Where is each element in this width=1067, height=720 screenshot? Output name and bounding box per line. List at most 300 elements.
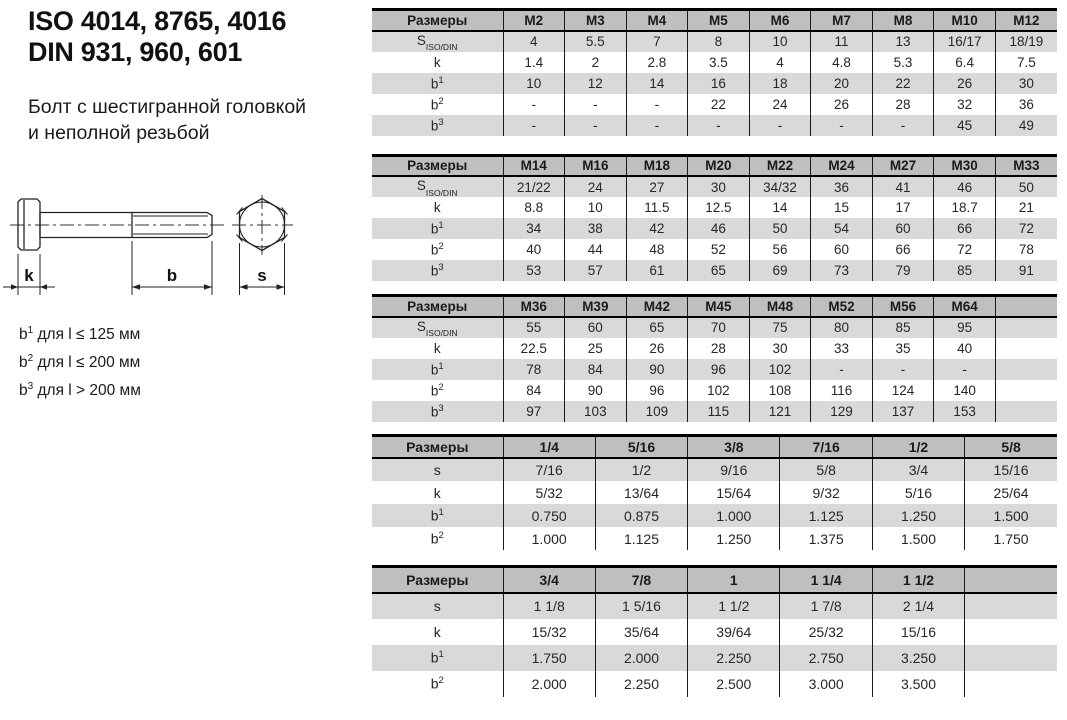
- column-header: 3/8: [688, 435, 780, 458]
- column-header: M52: [811, 296, 873, 317]
- table-cell: 10: [565, 197, 627, 218]
- table-cell: 24: [749, 94, 811, 115]
- table-cell: 18.7: [934, 197, 996, 218]
- row-label: k: [433, 200, 441, 215]
- row-label: $b^2$: [430, 530, 444, 547]
- dimension-table: [372, 565, 1057, 697]
- note-b3-sup: 3: [27, 381, 34, 393]
- empty-cell: [995, 317, 1057, 338]
- table-cell: 115: [688, 401, 750, 422]
- table-cell: 27: [626, 176, 688, 197]
- table-header-row: [372, 567, 1057, 593]
- table-cell: 50: [749, 218, 811, 239]
- table-cell: 36: [995, 94, 1057, 115]
- table-cell: 9/16: [688, 458, 780, 481]
- table-cell: 46: [688, 218, 750, 239]
- column-header: 1 1/2: [872, 567, 964, 593]
- bolt-drawing: [0, 183, 360, 318]
- table-cell: 41: [872, 176, 934, 197]
- table-cell: 3.5: [688, 52, 750, 73]
- table-cell: -: [503, 94, 565, 115]
- note-b3: [19, 375, 141, 403]
- table-metric-m36-m64: [372, 294, 1057, 422]
- table-cell: 78: [503, 359, 565, 380]
- table-cell: 61: [626, 260, 688, 281]
- column-header: M30: [934, 155, 996, 176]
- table-cell: 2.000: [503, 671, 595, 697]
- row-label: $b^1$: [430, 74, 444, 92]
- table-cell: 124: [872, 380, 934, 401]
- empty-cell: [965, 671, 1057, 697]
- table-cell: 12: [565, 73, 627, 94]
- table-cell: 34/32: [749, 176, 811, 197]
- table-cell: 85: [934, 260, 996, 281]
- dim-label-s: s: [257, 266, 267, 285]
- table-row: [372, 504, 1057, 527]
- column-header: M42: [626, 296, 688, 317]
- row-label: s: [433, 598, 441, 614]
- column-header: 7/16: [780, 435, 872, 458]
- doc-title: [28, 6, 286, 68]
- title-din: DIN 931, 960, 601: [28, 37, 243, 67]
- table-row: [372, 94, 1057, 115]
- note-b3-symbol: b: [19, 382, 28, 400]
- left-panel: [0, 0, 370, 720]
- table-cell: 1 7/8: [780, 593, 872, 619]
- table-cell: 2.8: [626, 52, 688, 73]
- row-label: $b^2$: [430, 241, 444, 258]
- empty-cell: [965, 619, 1057, 645]
- table-cell: 1.125: [595, 527, 687, 550]
- row-label: s: [433, 462, 441, 478]
- subtitle-line-1: Болт с шестигранной головкой: [28, 96, 307, 118]
- subtitle-line-2: и неполной резьбой: [28, 122, 210, 144]
- table-cell: 65: [688, 260, 750, 281]
- column-header: 1/4: [503, 435, 595, 458]
- table-cell: 15/16: [872, 619, 964, 645]
- table-cell: 56: [749, 239, 811, 260]
- empty-cell: [995, 380, 1057, 401]
- table-cell: 60: [872, 218, 934, 239]
- column-header: 3/4: [503, 567, 595, 593]
- note-b2: [19, 347, 141, 375]
- table-cell: 36: [811, 176, 873, 197]
- table-cell: 85: [872, 317, 934, 338]
- table-cell: 28: [872, 94, 934, 115]
- row-label: k: [433, 54, 441, 70]
- column-header: 1: [688, 567, 780, 593]
- table-cell: 22: [872, 73, 934, 94]
- column-header: M4: [626, 10, 688, 31]
- table-cell: -: [626, 94, 688, 115]
- table-cell: 18/19: [995, 31, 1057, 52]
- note-b2-condition: для l ≤ 200 мм: [33, 354, 141, 372]
- table-cell: 14: [626, 73, 688, 94]
- table-cell: 30: [749, 338, 811, 359]
- dimension-table: [372, 434, 1057, 551]
- column-header: M39: [565, 296, 627, 317]
- row-label: $b^2$: [430, 675, 444, 692]
- column-header: M5: [688, 10, 750, 31]
- bolt-drawing-svg: [0, 183, 360, 318]
- table-row: [372, 481, 1057, 504]
- table-cell: 80: [811, 317, 873, 338]
- table-cell: 16/17: [934, 31, 996, 52]
- table-cell: 137: [872, 401, 934, 422]
- table-header-row: [372, 435, 1057, 458]
- table-row: [372, 52, 1057, 73]
- table-cell: 15/32: [503, 619, 595, 645]
- column-header: M48: [749, 296, 811, 317]
- note-b1: [19, 319, 141, 347]
- table-row: [372, 176, 1057, 197]
- doc-subtitle: [28, 94, 306, 146]
- table-cell: 25/64: [965, 481, 1057, 504]
- table-cell: 22: [688, 94, 750, 115]
- dim-label-b: b: [166, 266, 178, 285]
- table-row: [372, 218, 1057, 239]
- table-cell: 97: [503, 401, 565, 422]
- table-cell: 30: [688, 176, 750, 197]
- table-cell: 53: [503, 260, 565, 281]
- table-cell: 26: [934, 73, 996, 94]
- table-cell: 21: [995, 197, 1057, 218]
- table-metric-m2-m12: [372, 8, 1057, 136]
- table-cell: -: [565, 115, 627, 136]
- table-cell: 8: [688, 31, 750, 52]
- table-cell: 22.5: [503, 338, 565, 359]
- table-cell: 140: [934, 380, 996, 401]
- table-cell: 52: [688, 239, 750, 260]
- table-inch-threequarter-to-oneandhalf: [372, 565, 1057, 697]
- table-cell: 25: [565, 338, 627, 359]
- table-cell: 2 1/4: [872, 593, 964, 619]
- table-cell: 10: [503, 73, 565, 94]
- column-header: 7/8: [595, 567, 687, 593]
- table-cell: 33: [811, 338, 873, 359]
- table-cell: 2.250: [688, 645, 780, 671]
- table-cell: 0.875: [595, 504, 687, 527]
- table-cell: 84: [565, 359, 627, 380]
- table-cell: -: [626, 115, 688, 136]
- table-cell: 2: [565, 52, 627, 73]
- table-cell: 28: [688, 338, 750, 359]
- table-cell: 69: [749, 260, 811, 281]
- dimension-table: [372, 8, 1057, 136]
- table-row: [372, 31, 1057, 52]
- table-cell: 54: [811, 218, 873, 239]
- table-cell: 55: [503, 317, 565, 338]
- table-cell: 116: [811, 380, 873, 401]
- row-label: $S_{ISO/DIN}$: [416, 318, 458, 339]
- column-header: 1/2: [872, 435, 964, 458]
- table-cell: 84: [503, 380, 565, 401]
- table-cell: 1.750: [965, 527, 1057, 550]
- table-cell: 75: [749, 317, 811, 338]
- table-cell: -: [872, 359, 934, 380]
- table-cell: 13: [872, 31, 934, 52]
- table-cell: 15: [811, 197, 873, 218]
- table-row: [372, 671, 1057, 697]
- column-header: M27: [872, 155, 934, 176]
- table-cell: 40: [503, 239, 565, 260]
- note-b1-condition: для l ≤ 125 мм: [33, 326, 141, 344]
- empty-cell: [995, 401, 1057, 422]
- table-cell: 10: [749, 31, 811, 52]
- table-cell: 20: [811, 73, 873, 94]
- table-cell: 5.3: [872, 52, 934, 73]
- table-cell: 11.5: [626, 197, 688, 218]
- table-cell: 17: [872, 197, 934, 218]
- table-cell: 60: [811, 239, 873, 260]
- table-cell: 129: [811, 401, 873, 422]
- table-cell: 96: [688, 359, 750, 380]
- note-b2-sup: 2: [27, 353, 34, 365]
- table-cell: 21/22: [503, 176, 565, 197]
- table-cell: 109: [626, 401, 688, 422]
- table-cell: 57: [565, 260, 627, 281]
- table-corner-label: Размеры: [372, 435, 503, 458]
- title-iso: ISO 4014, 8765, 4016: [28, 6, 287, 36]
- column-header: M18: [626, 155, 688, 176]
- table-cell: 103: [565, 401, 627, 422]
- row-label: k: [433, 484, 441, 501]
- dimension-table: [372, 154, 1057, 282]
- table-cell: 1.4: [503, 52, 565, 73]
- dimension-table: [372, 294, 1057, 422]
- column-header: M24: [811, 155, 873, 176]
- column-header: M8: [872, 10, 934, 31]
- table-row: [372, 359, 1057, 380]
- table-cell: 102: [749, 359, 811, 380]
- table-cell: 12.5: [688, 197, 750, 218]
- column-header: M45: [688, 296, 750, 317]
- table-cell: 6.4: [934, 52, 996, 73]
- column-header: M36: [503, 296, 565, 317]
- column-header: M16: [565, 155, 627, 176]
- table-row: [372, 593, 1057, 619]
- table-header-row: [372, 155, 1057, 176]
- table-row: [372, 239, 1057, 260]
- column-header: M3: [565, 10, 627, 31]
- table-row: [372, 73, 1057, 94]
- table-cell: 1.250: [688, 527, 780, 550]
- dimension-k: [3, 254, 55, 295]
- table-cell: 7/16: [503, 458, 595, 481]
- table-cell: 32: [934, 94, 996, 115]
- table-cell: 35: [872, 338, 934, 359]
- table-cell: 4.8: [811, 52, 873, 73]
- table-row: [372, 380, 1057, 401]
- table-cell: 96: [626, 380, 688, 401]
- table-cell: 34: [503, 218, 565, 239]
- table-cell: 95: [934, 317, 996, 338]
- table-row: [372, 619, 1057, 645]
- empty-column-header: [965, 567, 1057, 593]
- table-cell: 50: [995, 176, 1057, 197]
- column-header: M14: [503, 155, 565, 176]
- table-cell: -: [811, 359, 873, 380]
- table-cell: 72: [995, 218, 1057, 239]
- note-b3-condition: для l > 200 мм: [33, 382, 141, 400]
- table-cell: 90: [565, 380, 627, 401]
- table-cell: 26: [811, 94, 873, 115]
- table-cell: 5/32: [503, 481, 595, 504]
- table-cell: 3.500: [872, 671, 964, 697]
- row-label: $b^2$: [430, 95, 444, 113]
- table-cell: -: [749, 115, 811, 136]
- table-cell: 7: [626, 31, 688, 52]
- table-metric-m14-m33: [372, 154, 1057, 282]
- table-cell: 38: [565, 218, 627, 239]
- table-header-row: [372, 296, 1057, 317]
- table-cell: 24: [565, 176, 627, 197]
- table-corner-label: Размеры: [372, 296, 503, 317]
- table-cell: 1/2: [595, 458, 687, 481]
- table-cell: 2.750: [780, 645, 872, 671]
- table-cell: 44: [565, 239, 627, 260]
- note-b1-symbol: b: [19, 326, 28, 344]
- column-header: 5/16: [595, 435, 687, 458]
- row-label: $b^1$: [430, 220, 444, 237]
- row-label: $b^3$: [430, 402, 444, 420]
- table-cell: 121: [749, 401, 811, 422]
- table-row: [372, 338, 1057, 359]
- table-cell: -: [503, 115, 565, 136]
- row-label: k: [433, 623, 441, 640]
- table-cell: 14: [749, 197, 811, 218]
- row-label: $b^2$: [430, 381, 444, 399]
- table-cell: 2.250: [595, 671, 687, 697]
- table-cell: 13/64: [595, 481, 687, 504]
- column-header: 1 1/4: [780, 567, 872, 593]
- table-cell: 66: [872, 239, 934, 260]
- table-cell: 79: [872, 260, 934, 281]
- table-cell: 1.750: [503, 645, 595, 671]
- column-header: M12: [995, 10, 1057, 31]
- table-cell: 25/32: [780, 619, 872, 645]
- table-row: [372, 645, 1057, 671]
- table-cell: 1.500: [872, 527, 964, 550]
- table-cell: 2.500: [688, 671, 780, 697]
- table-cell: 42: [626, 218, 688, 239]
- column-header: M64: [934, 296, 996, 317]
- table-cell: 7.5: [995, 52, 1057, 73]
- table-cell: 11: [811, 31, 873, 52]
- table-cell: 1.000: [503, 527, 595, 550]
- table-cell: 35/64: [595, 619, 687, 645]
- table-header-row: [372, 10, 1057, 31]
- table-cell: 102: [688, 380, 750, 401]
- table-cell: 2.000: [595, 645, 687, 671]
- table-cell: -: [811, 115, 873, 136]
- table-cell: 3.000: [780, 671, 872, 697]
- table-cell: 30: [995, 73, 1057, 94]
- table-cell: 1.500: [965, 504, 1057, 527]
- empty-cell: [965, 645, 1057, 671]
- table-cell: 108: [749, 380, 811, 401]
- table-cell: 90: [626, 359, 688, 380]
- column-header: M7: [811, 10, 873, 31]
- empty-cell: [995, 338, 1057, 359]
- row-label: $b^1$: [430, 649, 444, 666]
- table-cell: 1.375: [780, 527, 872, 550]
- table-cell: 8.8: [503, 197, 565, 218]
- table-cell: 1.125: [780, 504, 872, 527]
- empty-cell: [965, 593, 1057, 619]
- empty-column-header: [995, 296, 1057, 317]
- table-cell: 15/64: [688, 481, 780, 504]
- table-cell: 49: [995, 115, 1057, 136]
- table-corner-label: Размеры: [372, 567, 503, 593]
- table-cell: 1 1/8: [503, 593, 595, 619]
- table-cell: 60: [565, 317, 627, 338]
- table-cell: 66: [934, 218, 996, 239]
- table-cell: 65: [626, 317, 688, 338]
- column-header: M56: [872, 296, 934, 317]
- column-header: M33: [995, 155, 1057, 176]
- table-cell: 1 1/2: [688, 593, 780, 619]
- table-row: [372, 458, 1057, 481]
- centerlines: [10, 195, 293, 255]
- table-cell: 39/64: [688, 619, 780, 645]
- thread-length-notes: [19, 319, 141, 403]
- table-cell: 70: [688, 317, 750, 338]
- table-cell: 72: [934, 239, 996, 260]
- table-cell: 1.000: [688, 504, 780, 527]
- column-header: M6: [749, 10, 811, 31]
- table-cell: 16: [688, 73, 750, 94]
- row-label: k: [433, 340, 441, 356]
- table-cell: 0.750: [503, 504, 595, 527]
- table-cell: 153: [934, 401, 996, 422]
- tables-column: [372, 0, 1057, 697]
- table-row: [372, 260, 1057, 281]
- dimension-b: [132, 241, 212, 295]
- table-cell: 78: [995, 239, 1057, 260]
- table-row: [372, 197, 1057, 218]
- table-cell: 91: [995, 260, 1057, 281]
- table-cell: 9/32: [780, 481, 872, 504]
- table-row: [372, 527, 1057, 550]
- table-cell: 45: [934, 115, 996, 136]
- row-label: $S_{ISO/DIN}$: [416, 32, 458, 53]
- column-header: M10: [934, 10, 996, 31]
- table-cell: -: [565, 94, 627, 115]
- column-header: M2: [503, 10, 565, 31]
- row-label: $b^1$: [430, 507, 444, 524]
- table-cell: 18: [749, 73, 811, 94]
- table-cell: 3.250: [872, 645, 964, 671]
- table-cell: -: [934, 359, 996, 380]
- empty-cell: [995, 359, 1057, 380]
- table-cell: -: [872, 115, 934, 136]
- column-header: M22: [749, 155, 811, 176]
- table-cell: 5/16: [872, 481, 964, 504]
- table-cell: 73: [811, 260, 873, 281]
- table-cell: 5/8: [780, 458, 872, 481]
- table-cell: 15/16: [965, 458, 1057, 481]
- table-cell: 5.5: [565, 31, 627, 52]
- table-row: [372, 115, 1057, 136]
- table-corner-label: Размеры: [372, 155, 503, 176]
- table-cell: 4: [749, 52, 811, 73]
- table-cell: 26: [626, 338, 688, 359]
- table-cell: 40: [934, 338, 996, 359]
- table-cell: 3/4: [872, 458, 964, 481]
- table-cell: 1.250: [872, 504, 964, 527]
- note-b2-symbol: b: [19, 354, 28, 372]
